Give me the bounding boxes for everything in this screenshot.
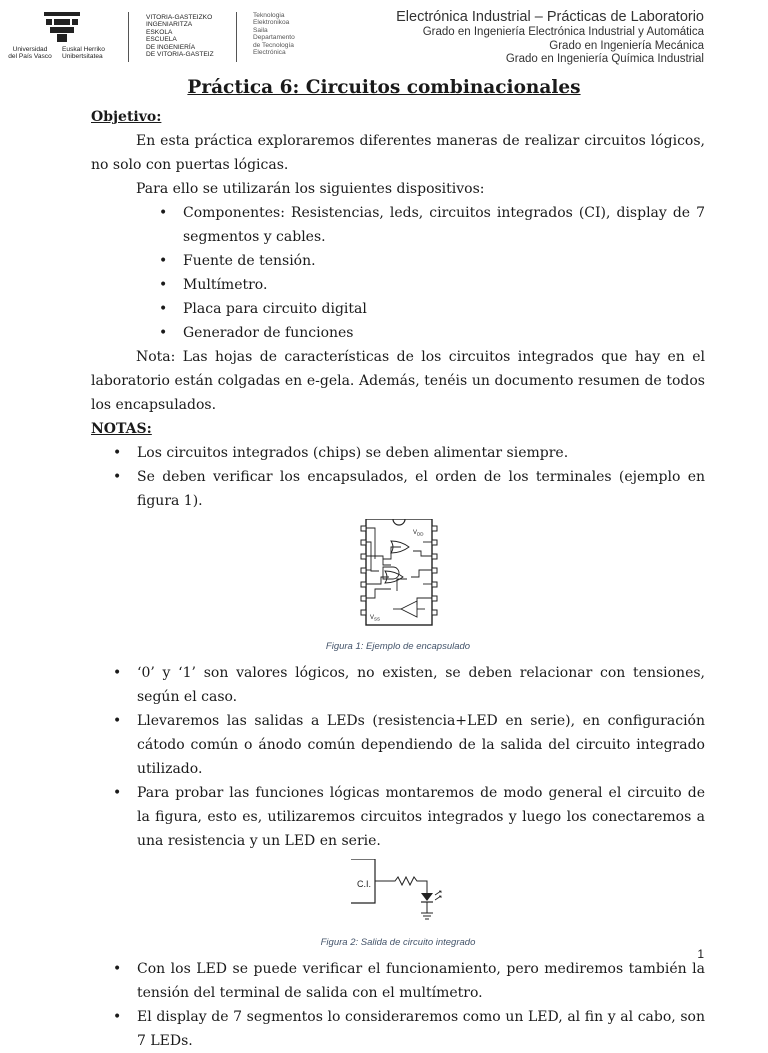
figure-2 (91, 853, 705, 957)
ci-label: C.I. (357, 879, 372, 889)
degree-line: Grado en Ingeniería Electrónica Industrial y Automática (422, 26, 704, 38)
devices-list (91, 201, 705, 345)
devices-intro: Para ello se utilizarán los siguientes dispositivos: (136, 181, 485, 197)
list-item: • Fuente de tensión. (91, 249, 705, 273)
list-item: • Componentes: Resistencias, leds, circuitos integrados (CI), display de 7 segmentos y cables. (91, 201, 705, 249)
list-item: • Placa para circuito digital (91, 297, 705, 321)
degree-line: Grado en Ingeniería Mecánica (549, 39, 704, 52)
vdd-label: $V_{DD}$ (413, 530, 424, 537)
logo-divider (128, 12, 129, 62)
degree-line: Grado en Ingeniería Química Industrial (505, 53, 704, 65)
objective-paragraph: En esta práctica exploraremos diferentes maneras de realizar circuitos lógicos, no solo con puertas lógicas. (91, 133, 705, 173)
header-course-info (396, 8, 704, 67)
notes-list (91, 661, 705, 853)
list-item: • Para probar las funciones lógicas montaremos de modo general el circuito de la figura, esto es, utilizaremos circuitos integrados y luego los conectaremos a una resistencia y un LED en serie. (91, 781, 705, 853)
list-item: • Se deben verificar los encapsulados, el orden de los terminales (ejemplo en figura 1). (91, 465, 705, 513)
notes-heading: NOTAS: (91, 421, 152, 437)
figure-2-caption: Figura 2: Salida de circuito integrado (320, 937, 476, 948)
department-name: Teknologia Elektronikoa Saila Departamento de Tecnología Electrónica (253, 12, 295, 57)
figure-1 (91, 513, 705, 661)
list-item: • Llevaremos las salidas a LEDs (resistencia+LED en serie), en configuración cátodo común o ánodo común dependiendo de la salida del circuito integrado utilizado. (91, 709, 705, 781)
page-number: 1 (697, 947, 704, 961)
page-title: Práctica 6: Circuitos combinacionales (187, 77, 581, 98)
header-logos (4, 12, 324, 66)
list-item: • ‘0’ y ‘1’ son valores lógicos, no existen, se deben relacionar con tensiones, según el caso. (91, 661, 705, 709)
document-body (91, 105, 705, 1053)
note-paragraph: Nota: Las hojas de características de los circuitos integrados que hay en el laboratorio están colgadas en e-gela. Además, tenéis un documento resumen de todos los encapsulados. (91, 349, 705, 413)
list-item: • Generador de funciones (91, 321, 705, 345)
notes-list (91, 957, 705, 1053)
list-item: • El display de 7 segmentos lo consideraremos como un LED, al fin y al cabo, son 7 LEDs. (91, 1005, 705, 1053)
figure-1-caption: Figura 1: Ejemplo de encapsulado (325, 641, 471, 652)
ic-package-diagram (91, 519, 705, 647)
objective-heading: Objetivo: (91, 109, 162, 125)
vss-label: $V_{SS}$ (370, 615, 381, 622)
notes-list (91, 441, 705, 513)
list-item: • Con los LED se puede verificar el funcionamiento, pero mediremos también la tensión del terminal de salida con el multímetro. (91, 957, 705, 1005)
university-name-eu: Euskal Herriko Unibertsitatea (62, 46, 105, 61)
logo-divider (236, 12, 237, 62)
course-title: Electrónica Industrial – Prácticas de Laboratorio (396, 9, 704, 25)
school-name: VITORIA-GASTEIZKO INGENIARITZA ESKOLA ESCUELA DE INGENIERÍA DE VITORIA-GASTEIZ (146, 14, 214, 59)
ci-output-circuit-diagram (91, 859, 705, 933)
university-name-es: Universidad del País Vasco (8, 46, 52, 61)
university-logo-icon (44, 12, 80, 42)
list-item: • Multímetro. (91, 273, 705, 297)
list-item: • Los circuitos integrados (chips) se deben alimentar siempre. (91, 441, 705, 465)
